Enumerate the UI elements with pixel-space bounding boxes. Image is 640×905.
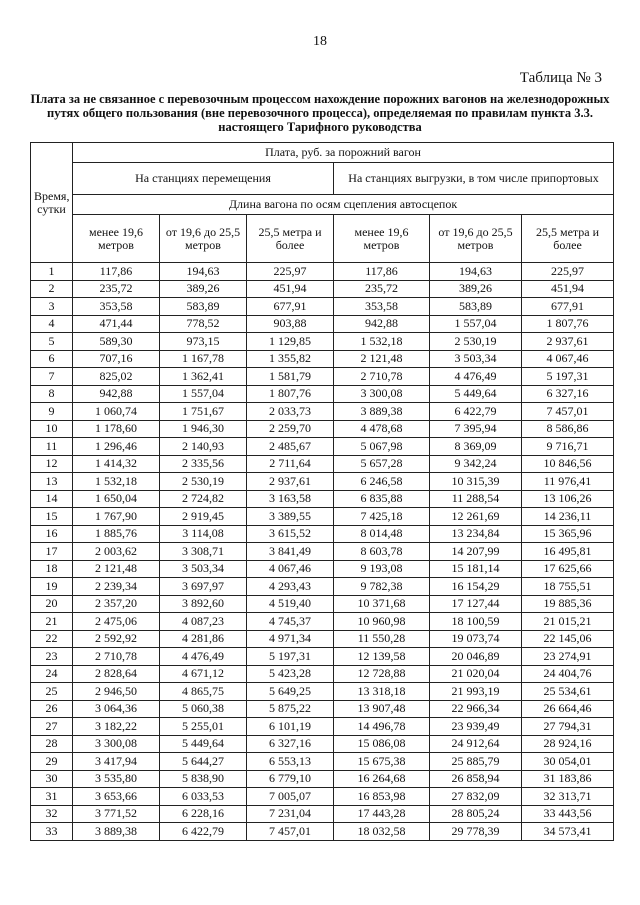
fee-cell: 5 067,98 [334,438,430,456]
fee-cell: 32 313,71 [522,788,614,806]
fee-cell: 2 710,78 [334,368,430,386]
fee-cell: 18 032,58 [334,823,430,841]
fee-cell: 2 121,48 [73,560,160,578]
fee-cell: 471,44 [73,315,160,333]
fee-cell: 26 858,94 [430,770,522,788]
fee-cell: 33 443,56 [522,805,614,823]
header-column: от 19,6 до 25,5 метров [160,215,247,263]
fee-cell: 6 553,13 [247,753,334,771]
day-cell: 17 [31,543,73,561]
fee-cell: 14 207,99 [430,543,522,561]
fee-cell: 6 033,53 [160,788,247,806]
fee-cell: 9 782,38 [334,578,430,596]
table-row [31,823,614,841]
header-length: Длина вагона по осям сцепления автосцепок [73,195,614,215]
table-row [31,560,614,578]
day-cell: 15 [31,508,73,526]
fee-cell: 17 625,66 [522,560,614,578]
fee-cell: 3 300,08 [73,735,160,753]
header-column: менее 19,6 метров [73,215,160,263]
table-row [31,368,614,386]
fee-cell: 2 592,92 [73,630,160,648]
fee-cell: 589,30 [73,333,160,351]
header-payment: Плата, руб. за порожний вагон [73,143,614,163]
table-label: Таблица № 3 [519,70,602,86]
fee-cell: 7 425,18 [334,508,430,526]
fee-cell: 12 261,69 [430,508,522,526]
fee-cell: 353,58 [73,298,160,316]
fee-cell: 11 550,28 [334,630,430,648]
table-row [31,788,614,806]
fee-cell: 3 064,36 [73,700,160,718]
fee-cell: 15 086,08 [334,735,430,753]
fee-cell: 1 650,04 [73,490,160,508]
fee-cell: 4 865,75 [160,683,247,701]
fee-cell: 2 239,34 [73,578,160,596]
fee-cell: 1 355,82 [247,350,334,368]
fee-cell: 7 457,01 [247,823,334,841]
fee-cell: 6 246,58 [334,473,430,491]
fee-cell: 15 365,96 [522,525,614,543]
fee-cell: 16 264,68 [334,770,430,788]
fee-cell: 2 485,67 [247,438,334,456]
fee-cell: 5 255,01 [160,718,247,736]
header-column: от 19,6 до 25,5 метров [430,215,522,263]
table-body [31,263,614,841]
fee-cell: 15 181,14 [430,560,522,578]
fee-cell: 2 919,45 [160,508,247,526]
fee-cell: 1 532,18 [334,333,430,351]
fee-cell: 29 778,39 [430,823,522,841]
fee-cell: 19 885,36 [522,595,614,613]
table-header [31,143,614,263]
fee-cell: 22 966,34 [430,700,522,718]
fee-cell: 5 644,27 [160,753,247,771]
fee-cell: 13 106,26 [522,490,614,508]
fee-cell: 10 960,98 [334,613,430,631]
fee-cell: 6 327,16 [522,385,614,403]
fee-cell: 2 335,56 [160,455,247,473]
fee-cell: 194,63 [430,263,522,281]
fee-cell: 16 154,29 [430,578,522,596]
fee-cell: 6 422,79 [430,403,522,421]
day-cell: 33 [31,823,73,841]
fee-cell: 5 657,28 [334,455,430,473]
day-cell: 16 [31,525,73,543]
fee-cell: 2 259,70 [247,420,334,438]
day-cell: 29 [31,753,73,771]
fee-cell: 7 457,01 [522,403,614,421]
fee-cell: 14 236,11 [522,508,614,526]
fee-cell: 2 828,64 [73,665,160,683]
day-cell: 22 [31,630,73,648]
day-cell: 4 [31,315,73,333]
fee-cell: 10 371,68 [334,595,430,613]
fee-cell: 973,15 [160,333,247,351]
fee-cell: 18 755,51 [522,578,614,596]
table-row [31,508,614,526]
fee-cell: 1 807,76 [247,385,334,403]
fee-cell: 1 807,76 [522,315,614,333]
table-row [31,403,614,421]
fee-cell: 1 532,18 [73,473,160,491]
fee-cell: 225,97 [247,263,334,281]
table-row [31,613,614,631]
day-cell: 9 [31,403,73,421]
fee-cell: 1 751,67 [160,403,247,421]
table-row [31,280,614,298]
fee-cell: 2 530,19 [160,473,247,491]
fee-cell: 3 182,22 [73,718,160,736]
table-row [31,735,614,753]
fee-cell: 3 889,38 [73,823,160,841]
fee-cell: 451,94 [247,280,334,298]
fee-cell: 225,97 [522,263,614,281]
fee-cell: 4 293,43 [247,578,334,596]
fee-cell: 16 853,98 [334,788,430,806]
fee-cell: 17 443,28 [334,805,430,823]
table-caption: Плата за не связанное с перевозочным процессом нахождение порожних вагонов на железнодорожных путях общего пользования (вне перевозочного процесса), определяемая по правилам пункта 3.3. настоящего Тарифного руководства [30,92,610,134]
table-row [31,333,614,351]
fee-cell: 5 649,25 [247,683,334,701]
fee-cell: 6 779,10 [247,770,334,788]
table-row [31,578,614,596]
header-column: менее 19,6 метров [334,215,430,263]
day-cell: 2 [31,280,73,298]
fee-cell: 1 557,04 [160,385,247,403]
fee-cell: 389,26 [160,280,247,298]
fee-cell: 1 060,74 [73,403,160,421]
fee-cell: 4 067,46 [247,560,334,578]
page-number: 18 [313,34,327,49]
fee-cell: 3 503,34 [430,350,522,368]
fee-cell: 1 296,46 [73,438,160,456]
fee-cell: 8 603,78 [334,543,430,561]
fee-cell: 5 449,64 [160,735,247,753]
fee-cell: 8 586,86 [522,420,614,438]
fee-cell: 3 889,38 [334,403,430,421]
fee-cell: 3 771,52 [73,805,160,823]
header-group-transfer: На станциях перемещения [73,163,334,195]
header-column: 25,5 метра и более [247,215,334,263]
day-cell: 26 [31,700,73,718]
table-row [31,438,614,456]
fee-cell: 12 139,58 [334,648,430,666]
fee-cell: 2 711,64 [247,455,334,473]
table-row [31,805,614,823]
fee-cell: 2 140,93 [160,438,247,456]
fee-cell: 20 046,89 [430,648,522,666]
fee-cell: 3 841,49 [247,543,334,561]
fee-cell: 23 939,49 [430,718,522,736]
fee-cell: 7 395,94 [430,420,522,438]
fee-cell: 2 003,62 [73,543,160,561]
fee-cell: 3 892,60 [160,595,247,613]
day-cell: 12 [31,455,73,473]
fee-cell: 15 675,38 [334,753,430,771]
fee-cell: 1 581,79 [247,368,334,386]
fee-cell: 1 885,76 [73,525,160,543]
table-row [31,455,614,473]
fee-cell: 1 178,60 [73,420,160,438]
fee-cell: 11 976,41 [522,473,614,491]
fee-cell: 6 228,16 [160,805,247,823]
day-cell: 19 [31,578,73,596]
day-cell: 14 [31,490,73,508]
day-cell: 6 [31,350,73,368]
fee-cell: 1 362,41 [160,368,247,386]
day-cell: 18 [31,560,73,578]
day-cell: 1 [31,263,73,281]
fee-cell: 6 422,79 [160,823,247,841]
fee-cell: 3 308,71 [160,543,247,561]
fee-cell: 4 281,86 [160,630,247,648]
fee-cell: 2 357,20 [73,595,160,613]
fee-cell: 4 745,37 [247,613,334,631]
table-row [31,315,614,333]
fee-cell: 3 114,08 [160,525,247,543]
fee-cell: 8 014,48 [334,525,430,543]
fee-cell: 8 369,09 [430,438,522,456]
fee-cell: 13 907,48 [334,700,430,718]
header-time: Время, сутки [31,143,73,263]
fee-cell: 9 193,08 [334,560,430,578]
table-row [31,595,614,613]
table-row [31,263,614,281]
fee-cell: 9 342,24 [430,455,522,473]
fee-cell: 34 573,41 [522,823,614,841]
fee-cell: 18 100,59 [430,613,522,631]
fee-cell: 4 476,49 [430,368,522,386]
table-row [31,473,614,491]
day-cell: 23 [31,648,73,666]
fee-cell: 5 449,64 [430,385,522,403]
fee-cell: 4 971,34 [247,630,334,648]
fee-cell: 4 476,49 [160,648,247,666]
table-row [31,350,614,368]
fee-cell: 903,88 [247,315,334,333]
day-cell: 31 [31,788,73,806]
day-cell: 25 [31,683,73,701]
tariff-table [30,142,614,841]
day-cell: 5 [31,333,73,351]
fee-cell: 1 946,30 [160,420,247,438]
fee-cell: 5 197,31 [522,368,614,386]
fee-cell: 21 020,04 [430,665,522,683]
day-cell: 21 [31,613,73,631]
fee-cell: 3 417,94 [73,753,160,771]
fee-cell: 194,63 [160,263,247,281]
fee-cell: 12 728,88 [334,665,430,683]
fee-cell: 24 404,76 [522,665,614,683]
table-row [31,648,614,666]
fee-cell: 3 615,52 [247,525,334,543]
fee-cell: 583,89 [160,298,247,316]
table-row [31,490,614,508]
fee-cell: 27 794,31 [522,718,614,736]
header-column: 25,5 метра и более [522,215,614,263]
fee-cell: 2 121,48 [334,350,430,368]
fee-cell: 10 315,39 [430,473,522,491]
fee-cell: 3 163,58 [247,490,334,508]
table-row [31,630,614,648]
fee-cell: 21 993,19 [430,683,522,701]
fee-cell: 22 145,06 [522,630,614,648]
table-row [31,683,614,701]
fee-cell: 31 183,86 [522,770,614,788]
fee-cell: 1 167,78 [160,350,247,368]
day-cell: 24 [31,665,73,683]
day-cell: 7 [31,368,73,386]
fee-cell: 1 129,85 [247,333,334,351]
fee-cell: 19 073,74 [430,630,522,648]
fee-cell: 6 835,88 [334,490,430,508]
fee-cell: 5 875,22 [247,700,334,718]
fee-cell: 1 557,04 [430,315,522,333]
fee-cell: 1 414,32 [73,455,160,473]
fee-cell: 16 495,81 [522,543,614,561]
fee-cell: 2 937,61 [247,473,334,491]
fee-cell: 6 101,19 [247,718,334,736]
fee-cell: 4 671,12 [160,665,247,683]
fee-cell: 7 005,07 [247,788,334,806]
fee-cell: 4 067,46 [522,350,614,368]
fee-cell: 942,88 [334,315,430,333]
day-cell: 20 [31,595,73,613]
day-cell: 32 [31,805,73,823]
header-group-unload: На станциях выгрузки, в том числе припортовых [334,163,614,195]
fee-cell: 13 234,84 [430,525,522,543]
fee-cell: 707,16 [73,350,160,368]
fee-cell: 17 127,44 [430,595,522,613]
day-cell: 11 [31,438,73,456]
table-row [31,525,614,543]
fee-cell: 677,91 [522,298,614,316]
day-cell: 3 [31,298,73,316]
day-cell: 28 [31,735,73,753]
fee-cell: 778,52 [160,315,247,333]
table-row [31,420,614,438]
fee-cell: 5 423,28 [247,665,334,683]
fee-cell: 2 937,61 [522,333,614,351]
fee-cell: 117,86 [334,263,430,281]
fee-cell: 13 318,18 [334,683,430,701]
fee-cell: 4 519,40 [247,595,334,613]
table-row [31,298,614,316]
fee-cell: 235,72 [73,280,160,298]
fee-cell: 2 530,19 [430,333,522,351]
fee-cell: 14 496,78 [334,718,430,736]
day-cell: 10 [31,420,73,438]
fee-cell: 5 197,31 [247,648,334,666]
fee-cell: 5 838,90 [160,770,247,788]
fee-cell: 9 716,71 [522,438,614,456]
fee-cell: 24 912,64 [430,735,522,753]
fee-cell: 3 389,55 [247,508,334,526]
fee-cell: 4 087,23 [160,613,247,631]
fee-cell: 2 475,06 [73,613,160,631]
table-row [31,753,614,771]
fee-cell: 677,91 [247,298,334,316]
fee-cell: 27 832,09 [430,788,522,806]
table-row [31,385,614,403]
table-row [31,700,614,718]
fee-cell: 21 015,21 [522,613,614,631]
fee-cell: 25 885,79 [430,753,522,771]
fee-cell: 7 231,04 [247,805,334,823]
fee-cell: 26 664,46 [522,700,614,718]
table-row [31,718,614,736]
fee-cell: 2 724,82 [160,490,247,508]
fee-cell: 3 697,97 [160,578,247,596]
fee-cell: 25 534,61 [522,683,614,701]
fee-cell: 4 478,68 [334,420,430,438]
fee-cell: 3 653,66 [73,788,160,806]
day-cell: 27 [31,718,73,736]
fee-cell: 28 924,16 [522,735,614,753]
fee-cell: 2 033,73 [247,403,334,421]
fee-cell: 353,58 [334,298,430,316]
fee-cell: 942,88 [73,385,160,403]
fee-cell: 6 327,16 [247,735,334,753]
table-row [31,665,614,683]
fee-cell: 583,89 [430,298,522,316]
fee-cell: 825,02 [73,368,160,386]
fee-cell: 1 767,90 [73,508,160,526]
fee-cell: 451,94 [522,280,614,298]
fee-cell: 235,72 [334,280,430,298]
fee-cell: 3 503,34 [160,560,247,578]
fee-cell: 28 805,24 [430,805,522,823]
fee-cell: 3 300,08 [334,385,430,403]
fee-cell: 389,26 [430,280,522,298]
day-cell: 30 [31,770,73,788]
fee-cell: 11 288,54 [430,490,522,508]
table-row [31,543,614,561]
fee-cell: 23 274,91 [522,648,614,666]
table-row [31,770,614,788]
fee-cell: 3 535,80 [73,770,160,788]
fee-cell: 2 710,78 [73,648,160,666]
day-cell: 8 [31,385,73,403]
day-cell: 13 [31,473,73,491]
fee-cell: 117,86 [73,263,160,281]
fee-cell: 10 846,56 [522,455,614,473]
fee-cell: 5 060,38 [160,700,247,718]
fee-cell: 30 054,01 [522,753,614,771]
fee-cell: 2 946,50 [73,683,160,701]
